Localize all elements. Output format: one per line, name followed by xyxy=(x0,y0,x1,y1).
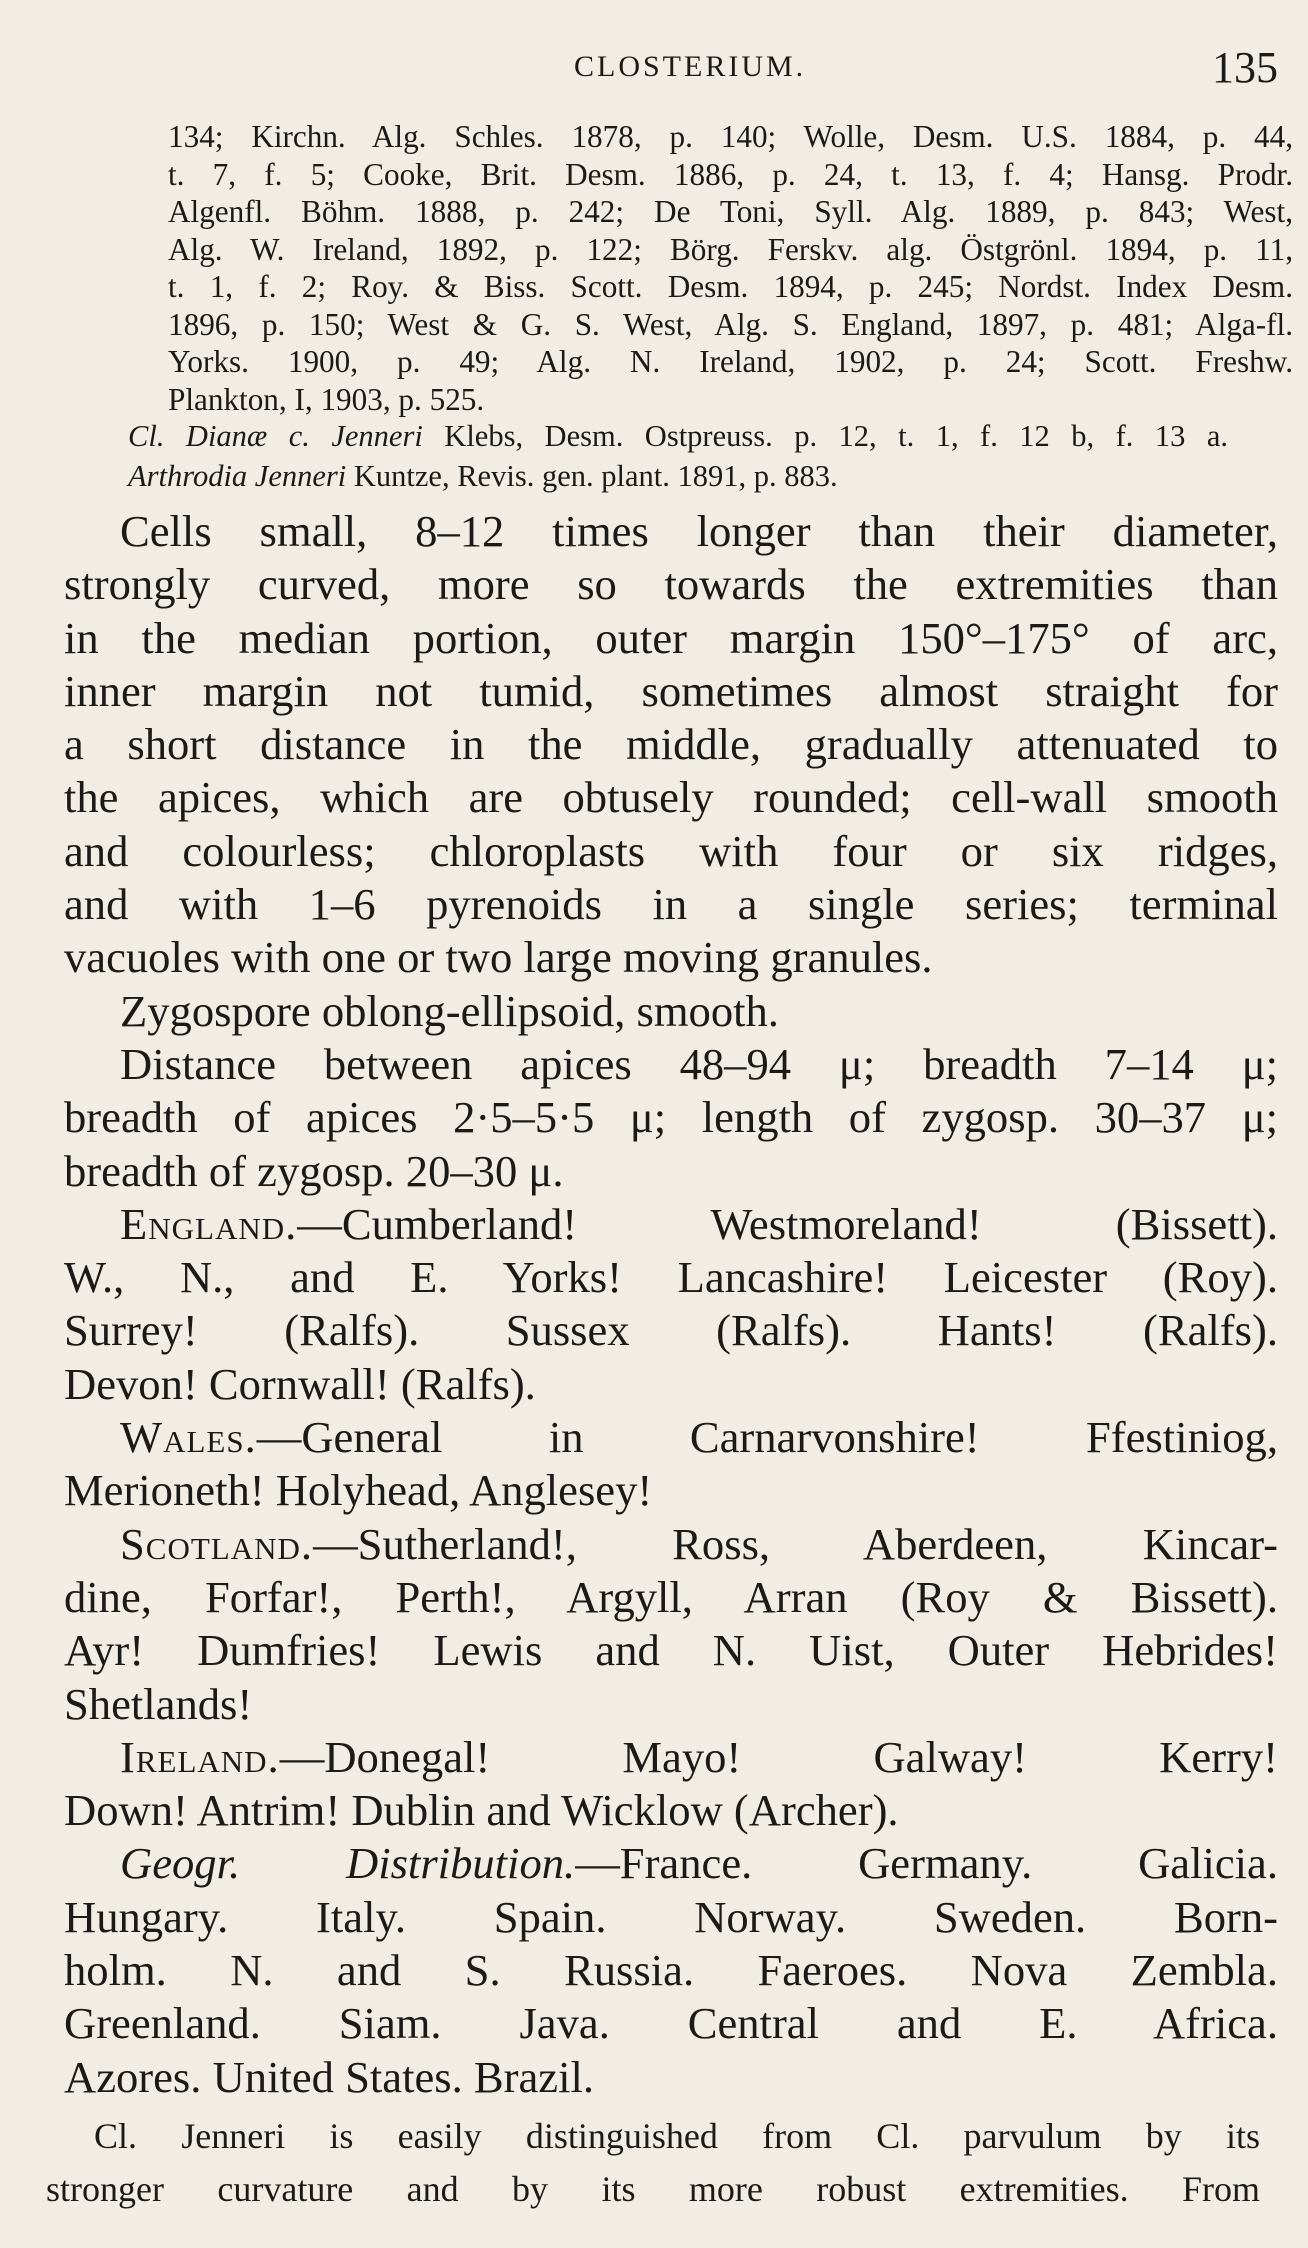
species-description xyxy=(64,505,1278,2104)
region-label: Ireland. xyxy=(120,1731,280,1782)
description-line: in the median portion, outer margin 150°–175° of arc, xyxy=(64,612,1278,663)
distribution-line: Azores. United States. Brazil. xyxy=(64,2051,595,2102)
running-head xyxy=(0,42,1308,102)
note-line: stronger curvature and by its more robust extremities. From xyxy=(46,2169,1260,2209)
synonym-name: Cl. Dianæ c. Jenneri xyxy=(128,419,423,453)
distribution-line: holm. N. and S. Russia. Faeroes. Nova Zembla. xyxy=(64,1945,1278,1996)
description-line: a short distance in the middle, gradually attenuated to xyxy=(64,719,1278,770)
description-line: vacuoles with one or two large moving granules. xyxy=(64,932,933,983)
reference-line: Yorks. 1900, p. 49; Alg. N. Ireland, 1902, p. 24; Scott. Freshw. xyxy=(168,344,1293,379)
dimensions-line: breadth of apices 2·5–5·5 μ; length of zygosp. 30–37 μ; xyxy=(64,1092,1278,1143)
reference-line: t. 7, f. 5; Cooke, Brit. Desm. 1886, p. 24, t. 13, f. 4; Hansg. Prodr. xyxy=(168,156,1293,192)
description-line: strongly curved, more so towards the extremities than xyxy=(64,559,1278,610)
synonym-line xyxy=(128,456,1228,496)
description-line: and with 1–6 pyrenoids in a single series; terminal xyxy=(64,879,1278,930)
region-text: —General in Carnarvonshire! Ffestiniog, xyxy=(256,1412,1278,1463)
region-text: —Cumberland! Westmoreland! (Bissett). xyxy=(297,1198,1278,1249)
reference-line: Algenfl. Böhm. 1888, p. 242; De Toni, Syll. Alg. 1889, p. 843; West, xyxy=(168,194,1293,229)
region-label: Wales. xyxy=(120,1412,257,1463)
distribution-line: W., N., and E. Yorks! Lancashire! Leicester (Roy). xyxy=(64,1252,1278,1303)
region-label: Geogr. Distribution. xyxy=(120,1838,576,1889)
synonym-line xyxy=(128,416,1228,456)
description-line: inner margin not tumid, sometimes almost straight for xyxy=(64,665,1278,716)
reference-line: Plankton, I, 1903, p. 525. xyxy=(168,381,485,417)
synonym-citation: Klebs, Desm. Ostpreuss. p. 12, t. 1, f. 12 b, f. 13 a. xyxy=(444,419,1228,453)
distribution-geographic xyxy=(64,1837,1278,1890)
synonym-name: Arthrodia Jenneri xyxy=(128,459,347,493)
region-text: —Sutherland!, Ross, Aberdeen, Kincar- xyxy=(313,1518,1278,1569)
reference-line: Alg. W. Ireland, 1892, p. 122; Börg. Ferskv. alg. Östgrönl. 1894, p. 11, xyxy=(168,231,1293,267)
reference-list xyxy=(168,118,1293,418)
distribution-england xyxy=(64,1198,1278,1251)
distribution-ireland xyxy=(64,1731,1278,1784)
distribution-line: dine, Forfar!, Perth!, Argyll, Arran (Roy & Bissett). xyxy=(64,1571,1278,1622)
distribution-line: Greenland. Siam. Java. Central and E. Africa. xyxy=(64,1998,1278,2049)
distribution-line: Surrey! (Ralfs). Sussex (Ralfs). Hants! (Ralfs). xyxy=(64,1305,1278,1356)
distribution-line: Shetlands! xyxy=(64,1678,253,1729)
distribution-line: Hungary. Italy. Spain. Norway. Sweden. Born- xyxy=(64,1891,1278,1942)
region-label: England. xyxy=(120,1198,298,1249)
synonym-citation: Kuntze, Revis. gen. plant. 1891, p. 883. xyxy=(353,459,838,493)
reference-line: 134; Kirchn. Alg. Schles. 1878, p. 140; Wolle, Desm. U.S. 1884, p. 44, xyxy=(168,119,1293,154)
distribution-line: Ayr! Dumfries! Lewis and N. Uist, Outer Hebrides! xyxy=(64,1625,1278,1676)
zygospore-line: Zygospore oblong-ellipsoid, smooth. xyxy=(120,985,779,1036)
dimensions-line: breadth of zygosp. 20–30 μ. xyxy=(64,1145,564,1196)
reference-line: t. 1, f. 2; Roy. & Biss. Scott. Desm. 1894, p. 245; Nordst. Index Desm. xyxy=(168,269,1293,304)
region-text: —Donegal! Mayo! Galway! Kerry! xyxy=(279,1731,1278,1782)
reference-line: 1896, p. 150; West & G. S. West, Alg. S. England, 1897, p. 481; Alga-fl. xyxy=(168,306,1293,342)
distribution-line: Down! Antrim! Dublin and Wicklow (Archer). xyxy=(64,1785,899,1836)
page-number: 135 xyxy=(1212,43,1278,92)
description-line: Cells small, 8–12 times longer than their diameter, xyxy=(120,506,1278,556)
region-text: —France. Germany. Galicia. xyxy=(575,1838,1278,1889)
synonym-list xyxy=(128,416,1228,496)
comparison-note xyxy=(46,2110,1260,2216)
note-line: Cl. Jenneri is easily distinguished from Cl. parvulum by its xyxy=(94,2116,1260,2156)
distribution-scotland xyxy=(64,1518,1278,1571)
dimensions-line: Distance between apices 48–94 μ; breadth 7–14 μ; xyxy=(120,1038,1278,1089)
distribution-line: Merioneth! Holyhead, Anglesey! xyxy=(64,1465,653,1516)
description-line: the apices, which are obtusely rounded; cell-wall smooth xyxy=(64,772,1278,823)
distribution-line: Devon! Cornwall! (Ralfs). xyxy=(64,1358,536,1409)
description-line: and colourless; chloroplasts with four or six ridges, xyxy=(64,825,1278,876)
region-label: Scotland. xyxy=(120,1518,314,1569)
running-title: CLOSTERIUM. xyxy=(574,50,807,83)
distribution-wales xyxy=(64,1411,1278,1464)
